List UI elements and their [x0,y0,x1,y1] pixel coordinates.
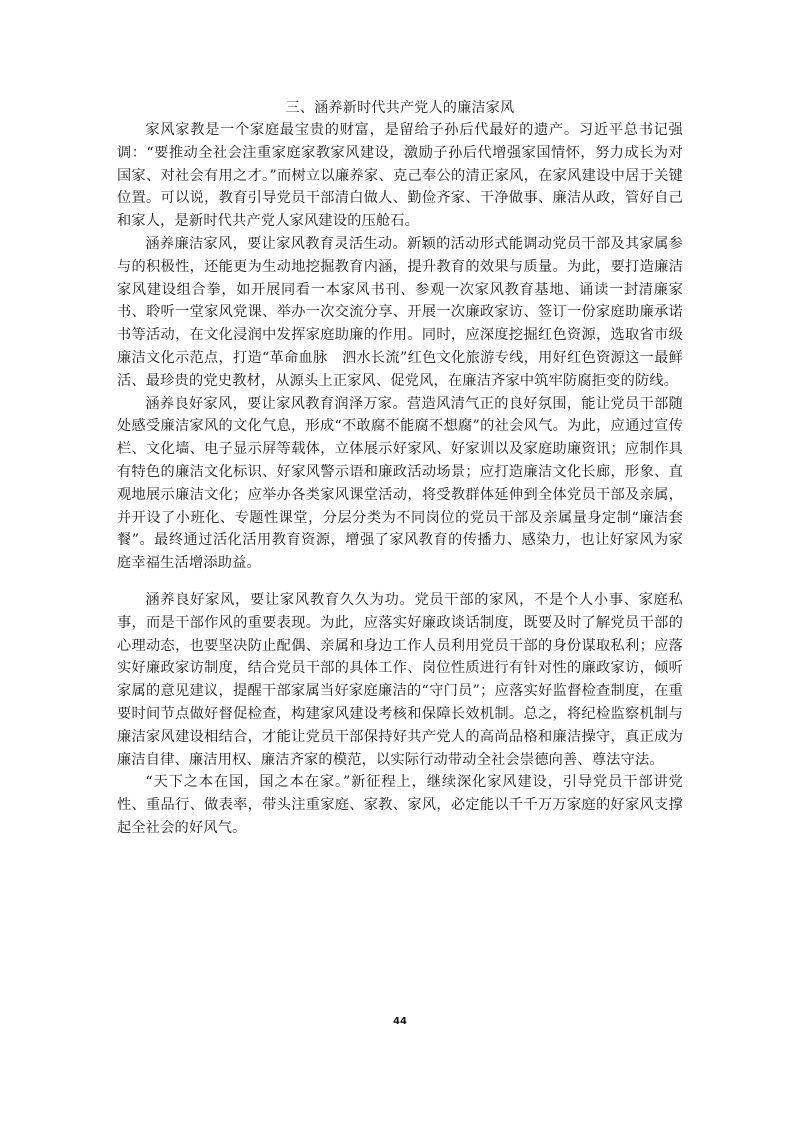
paragraph-conclusion: “天下之本在国，国之本在家。”新征程上，继续深化家风建设，引导党员干部讲党性、重品行、做表率，带头注重家庭、家教、家风，必定能以千千万万家庭的好家风支撑起全社会的好风气。 [117,774,683,836]
paragraph-lively-education: 涵养廉洁家风，要让家风教育灵活生动。新颖的活动形式能调动党员干部及其家属参与的积极性，还能更为生动地挖掘教育内涵，提升教育的效果与质量。为此，要打造廉洁家风建设组合拳，如开展同看一本家风书刊、参观一次家风教育基地、诵读一封清廉家书、聆听一堂家风党课、举办一次交流分享、开展一次廉政家访、签订一份家庭助廉承诺书等活动，在文化浸润中发挥家庭助廉的作用。同时，应深度挖掘红色资源，选取省市级廉洁文化示范点，打造“革命血脉 泗水长流”红色文化旅游专线，用好红色资源这一最鲜活、最珍贵的党史教材，从源头上正家风、促党风，在廉洁齐家中筑牢防腐拒变的防线。 [117,235,683,389]
document-body [117,97,683,840]
paragraph-nourish-families: 涵养良好家风，要让家风教育润泽万家。营造风清气正的良好氛围，能让党员干部随处感受廉洁家风的文化气息，形成“不敢腐不能腐不想腐”的社会风气。为此，应通过宣传栏、文化墙、电子显示屏等载体，立体展示好家风、好家训以及家庭助廉资讯；应制作具有特色的廉洁文化标识、好家风警示语和廉政活动场景；应打造廉洁文化长廊，形象、直观地展示廉洁文化；应举办各类家风课堂活动，将受教群体延伸到全体党员干部及亲属，并开设了小班化、专题性课堂，分层分类为不同岗位的党员干部及亲属量身定制“廉洁套餐”。最终通过活化活用教育资源，增强了家风教育的传播力、感染力，也让好家风为家庭幸福生活增添助益。 [117,395,683,572]
paragraph-long-term-effort: 涵养良好家风，要让家风教育久久为功。党员干部的家风，不是个人小事、家庭私事，而是干部作风的重要表现。为此，应落实好廉政谈话制度，既要及时了解党员干部的心理动态，也要坚决防止配偶、亲属和身边工作人员利用党员干部的身份谋取私利；应落实好廉政家访制度，结合党员干部的具体工作、岗位性质进行有针对性的廉政家访，倾听家属的意见建议，提醒干部家属当好家庭廉洁的“守门员”；应落实好监督检查制度，在重要时间节点做好督促检查，构建家风建设考核和保障长效机制。总之，将纪检监察机制与廉洁家风建设相结合，才能让党员干部保持好共产党人的高尚品格和廉洁操守，真正成为廉洁自律、廉洁用权、廉洁齐家的模范，以实际行动带动全社会崇德向善、尊法守法。 [117,591,683,768]
section-title: 三、涵养新时代共产党人的廉洁家风 [285,100,515,116]
paragraph-intro: 家风家教是一个家庭最宝贵的财富，是留给子孙后代最好的遗产。习近平总书记强调：“要推动全社会注重家庭家教家风建设，激励子孙后代增强家国情怀，努力成长为对国家、对社会有用之才。”而树立以廉养家、克己奉公的清正家风，在家风建设中居于关键位置。可以说，教育引导党员干部清白做人、勤俭齐家、干净做事、廉洁从政，管好自己和家人，是新时代共产党人家风建设的压舱石。 [117,122,683,230]
page-number: 44 [393,1016,407,1027]
